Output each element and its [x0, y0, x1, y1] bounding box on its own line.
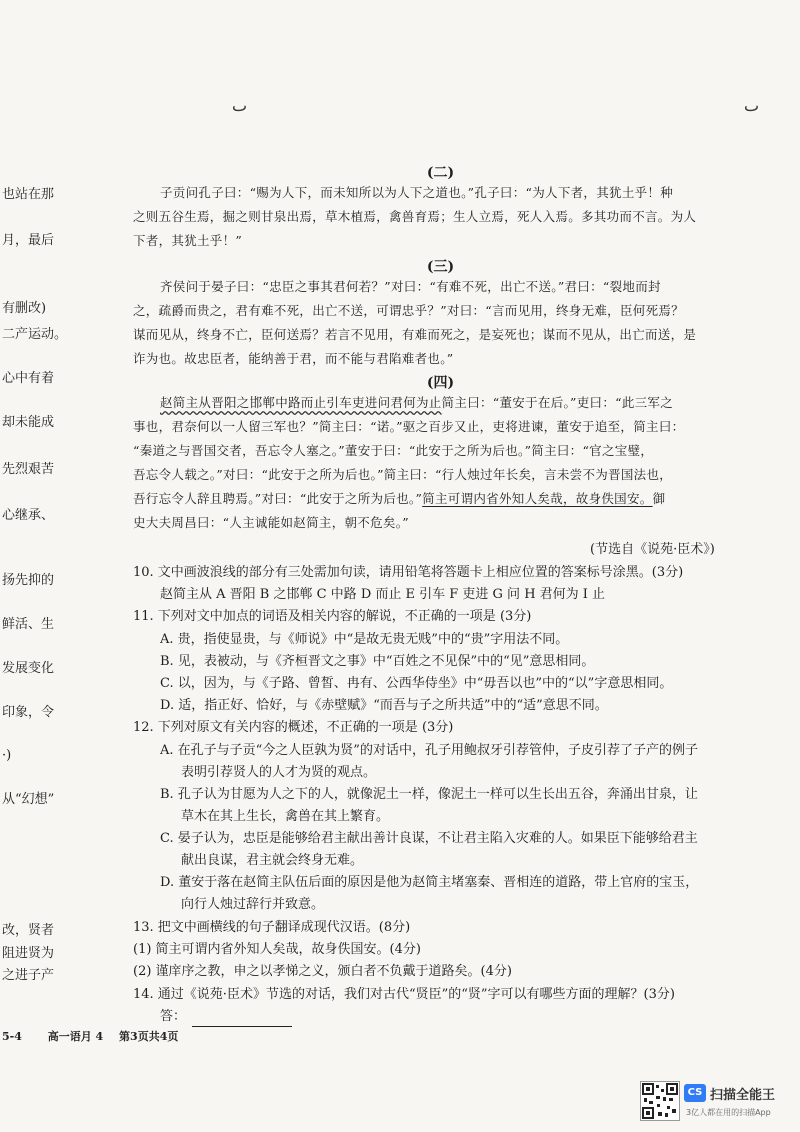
question-11-option-c: C. 以，因为，与《子路、曾皙、冉有、公西华侍坐》中“毋吾以也”中的“以”字意思相同。	[160, 676, 673, 691]
footer-code: 5-4	[2, 1030, 22, 1043]
scanner-watermark	[684, 1082, 796, 1122]
left-fragment: 阻进贤为	[2, 946, 55, 961]
left-fragment: 心继承、	[2, 508, 55, 523]
question-11: 11. 下列对文中加点的词语及相关内容的解说，不正确的一项是 (3分)	[133, 609, 532, 624]
left-fragment: 鲜活、生	[2, 617, 55, 632]
passage-line: “秦道之与晋国交者，吾忘令人塞之。”董安于曰：“此安于之所为后也。”简主曰：“官之宝璧，	[133, 443, 654, 458]
question-11-option-b: B. 见，表被动，与《齐桓晋文之事》中“百姓之不见保”中的“见”意思相同。	[160, 654, 595, 669]
question-13-part-2: (2) 谨庠序之教，申之以孝悌之义，颁白者不负戴于道路矣。(4分)	[133, 964, 512, 979]
scanner-app-name: 扫描全能王	[710, 1088, 776, 1103]
question-10-options: 赵简主从 A 晋阳 B 之邯郸 C 中路 D 而止 E 引车 F 吏进 G 问 H 君何为 I 止	[160, 587, 606, 602]
section-title-3: (三)	[426, 259, 455, 275]
left-fragment: 改，贤者	[2, 923, 55, 938]
section-title-4: (四)	[426, 375, 455, 391]
passage-line: 史大夫周昌曰：“人主诚能如赵简主，朝不危矣。”	[133, 515, 409, 530]
footer-exam: 高一语月 4	[47, 1030, 104, 1043]
passage-line: 谋而见从，终身不亡，臣何送焉？若言不见用，有难而死之，是妄死也；谋而不见从，出亡而送，是	[133, 327, 697, 342]
question-12-option-a: A. 在孔子与子贡“今之人臣孰为贤”的对话中，孔子用鲍叔牙引荐管仲，子皮引荐了子产的例子	[160, 743, 698, 758]
qr-code-icon	[640, 1081, 680, 1121]
left-fragment: 发展变化	[2, 661, 55, 676]
scanner-tagline: 3亿人都在用的扫描App	[686, 1108, 771, 1117]
section-title-2: (二)	[426, 165, 455, 181]
question-10: 10. 文中画波浪线的部分有三处需加句读，请用铅笔将答题卡上相应位置的答案标号涂黑。(3分)	[133, 565, 684, 580]
question-12-option-a-cont: 表明引荐贤人的人才为贤的观点。	[181, 765, 377, 780]
passage-line: 之则五谷生焉，掘之则甘泉出焉，草木植焉，禽兽育焉；生人立焉，死人入焉。多其功而不言。为人	[133, 209, 697, 224]
question-12-option-c: C. 晏子认为，忠臣是能够给君主献出善计良谋，不让君主陷入灾难的人。如果臣下能够给君主	[160, 831, 698, 846]
passage-line	[133, 488, 728, 510]
question-11-option-a: A. 贵，指使显贵，与《师说》中“是故无贵无贱”中的“贵”字用法不同。	[160, 632, 569, 647]
corner-mark: ٮ	[232, 96, 248, 115]
question-11-option-d: D. 适，指正好、恰好，与《赤壁赋》“而吾与子之所共适”中的“适”意思不同。	[160, 698, 608, 713]
underlined-sentence: 简主可谓内省外知人矣哉，故身佚国安。	[422, 491, 653, 506]
page-footer	[2, 1028, 178, 1044]
passage-line: 事也，君奈何以一人留三军也？”简主曰：“诺。”驱之百步又止，吏将进谏，董安于追至，简主曰：	[133, 419, 685, 434]
source-citation: (节选自《说苑·臣术》)	[590, 542, 715, 557]
passage-line: 诈为也。故忠臣者，能纳善于君，而不能与君陷难者也。”	[133, 351, 454, 366]
passage-line: 下者，其犹土乎！”	[133, 233, 243, 248]
question-12: 12. 下列对原文有关内容的概述，不正确的一项是 (3分)	[133, 720, 454, 735]
left-fragment: 扬先抑的	[2, 573, 55, 588]
corner-mark: ٮ	[744, 96, 760, 115]
passage-line: 吾忘令人载之。”对曰：“此安于之所为后也。”简主曰：“行人烛过年长矣，言未尝不为晋国法也，	[133, 467, 673, 482]
question-12-option-b-cont: 草木在其上生长，禽兽在其上繁育。	[181, 809, 390, 824]
question-14-answer	[160, 1007, 292, 1027]
passage-line: 齐侯问于晏子曰：“忠臣之事其君何若？”对曰：“有难不死，出亡不送。”君曰：“裂地而封	[160, 279, 661, 294]
passage-line	[160, 392, 755, 414]
left-fragment: 心中有着	[2, 371, 55, 386]
answer-label: 答：	[160, 1009, 187, 1024]
question-12-option-d-cont: 向行人烛过辞行并致意。	[181, 897, 325, 912]
question-12-option-c-cont: 献出良谋，君主就会终身无难。	[181, 853, 364, 868]
left-fragment: 从“幻想”	[2, 792, 55, 807]
left-fragment: 月，最后	[2, 233, 55, 248]
question-13-part-1: (1) 简主可谓内省外知人矣哉，故身佚国安。(4分)	[133, 942, 421, 957]
left-fragment: 之进子产	[2, 968, 55, 983]
passage-text: 御	[652, 491, 666, 506]
question-14: 14. 通过《说苑·臣术》节选的对话，我们对古代“贤臣”的“贤”字可以有哪些方面的理解？(3分)	[133, 987, 675, 1002]
question-12-option-b: B. 孔子认为甘愿为人之下的人，就像泥土一样，像泥土一样可以生长出五谷，奔涌出甘泉，让	[160, 787, 698, 802]
passage-line: 之，疏爵而贵之，君有难不死，出亡不送，可谓忠乎？”对曰：“言而见用，终身无难，臣何死焉？	[133, 303, 684, 318]
left-fragment: 却未能成	[2, 415, 55, 430]
left-fragment: 也站在那	[2, 187, 55, 202]
answer-blank-line[interactable]	[192, 1012, 292, 1027]
footer-page-number: 第3页共4页	[119, 1030, 179, 1043]
camscanner-logo-icon: CS	[684, 1084, 706, 1102]
question-12-option-d: D. 董安于落在赵简主队伍后面的原因是他为赵简主堵塞秦、晋相连的道路，带上官府的宝玉，	[160, 875, 699, 890]
passage-text: 简主曰：“董安于在后。”吏曰：“此三军之	[441, 395, 674, 410]
passage-text: 吾行忘令人辞且聘焉。”对曰：“此安于之所为后也。”	[133, 491, 423, 506]
left-page-fragments	[0, 0, 80, 1132]
left-fragment: ·)	[2, 748, 12, 763]
passage-line: 子贡问孔子曰：“赐为人下，而未知所以为人下之道也。”孔子曰：“为人下者，其犹土乎！种	[160, 185, 674, 200]
left-fragment: 二产运动。	[2, 327, 68, 342]
question-13: 13. 把文中画横线的句子翻译成现代汉语。(8分)	[133, 920, 411, 935]
left-fragment: 有删改)	[2, 301, 47, 316]
wavy-underlined-text: 赵简主从晋阳之邯郸中路而止引车吏进问君何为止	[160, 395, 442, 410]
left-fragment: 印象，令	[2, 705, 55, 720]
left-fragment: 先烈艰苦	[2, 462, 55, 477]
